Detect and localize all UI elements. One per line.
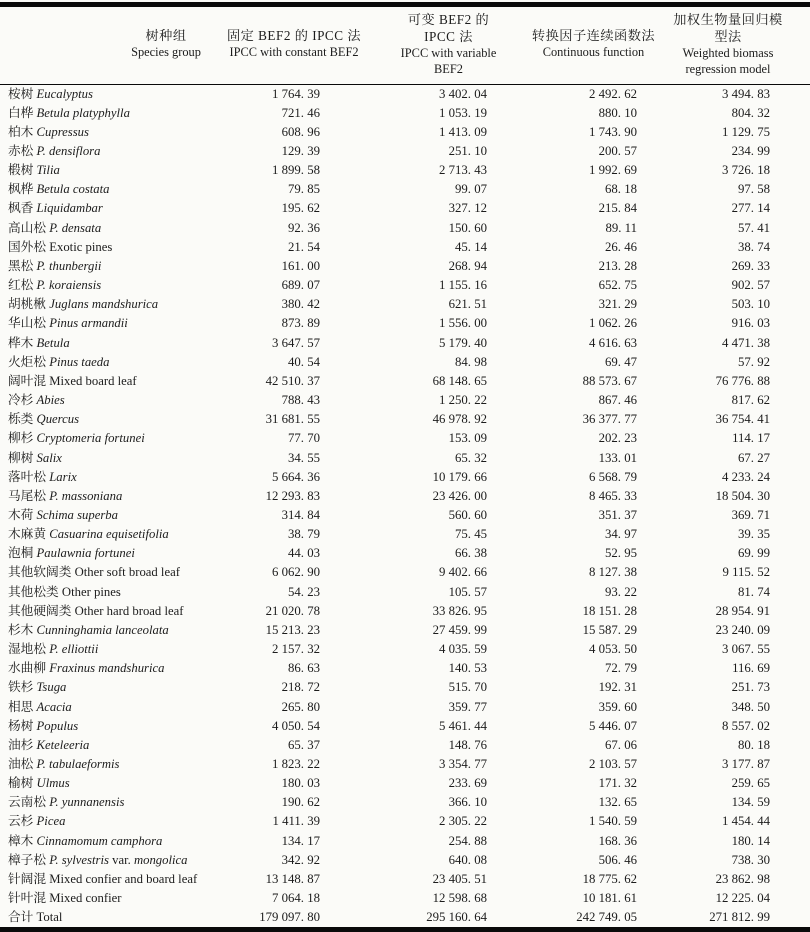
value-cell: 133. 01 xyxy=(598,450,637,465)
table-row xyxy=(0,678,810,697)
value-cell: 873. 89 xyxy=(281,316,320,331)
value-cell: 503. 10 xyxy=(731,297,770,312)
table-row xyxy=(0,468,810,487)
value-cell: 45. 14 xyxy=(455,239,487,254)
value-cell: 234. 99 xyxy=(731,144,770,158)
value-cell: 72. 79 xyxy=(605,661,637,676)
value-cell: 21 020. 78 xyxy=(265,603,320,618)
value-cell: 4 035. 59 xyxy=(439,642,487,657)
value-cell: 97. 58 xyxy=(738,182,770,197)
value-cell: 1 764. 39 xyxy=(272,86,320,101)
value-cell: 3 726. 18 xyxy=(722,163,770,178)
value-cell: 233. 69 xyxy=(448,776,487,791)
table-row xyxy=(0,851,810,870)
table-row xyxy=(0,755,810,774)
column-header-continuous-function xyxy=(530,5,670,85)
header-en-label: IPCC with variable BEF2 xyxy=(400,45,497,76)
table-row xyxy=(0,276,810,295)
value-cell: 76 776. 88 xyxy=(715,373,770,388)
value-cell: 880. 10 xyxy=(598,105,637,120)
table-row xyxy=(0,142,810,161)
value-cell: 38. 74 xyxy=(738,239,770,254)
species-cell: 水曲柳 Fraxinus mandshurica xyxy=(8,661,165,676)
table-row xyxy=(0,525,810,544)
header-en-label: Continuous function xyxy=(542,45,645,60)
value-cell: 44. 03 xyxy=(288,546,320,561)
value-cell: 254. 88 xyxy=(448,833,487,848)
table-row xyxy=(0,295,810,314)
species-cell: 油杉 Keteleeria xyxy=(8,737,90,752)
table-row xyxy=(0,563,810,582)
species-cell: 柏木 Cupressus xyxy=(8,124,89,139)
value-cell: 3 067. 55 xyxy=(722,642,770,657)
species-cell: 其他硬阔类 Other hard broad leaf xyxy=(8,603,184,618)
value-cell: 68 148. 65 xyxy=(432,373,487,388)
value-cell: 179 097. 80 xyxy=(259,910,320,925)
table-row xyxy=(0,774,810,793)
value-cell: 38. 79 xyxy=(288,527,320,542)
value-cell: 916. 03 xyxy=(731,316,770,331)
table-row xyxy=(0,314,810,333)
value-cell: 295 160. 64 xyxy=(426,910,487,925)
table-row xyxy=(0,812,810,831)
value-cell: 1 743. 90 xyxy=(589,124,637,139)
value-cell: 1 250. 22 xyxy=(439,393,487,408)
value-cell: 9 402. 66 xyxy=(439,565,487,580)
value-cell: 3 494. 83 xyxy=(722,86,770,101)
species-cell: 高山松 P. densata xyxy=(8,220,102,235)
value-cell: 5 664. 36 xyxy=(272,469,320,484)
species-cell: 白桦 Betula platyphylla xyxy=(8,105,130,120)
value-cell: 67. 06 xyxy=(605,737,637,752)
species-cell: 泡桐 Paulawnia fortunei xyxy=(8,546,135,561)
species-cell: 马尾松 P. massoniana xyxy=(8,488,123,503)
value-cell: 153. 09 xyxy=(448,431,487,446)
value-cell: 93. 22 xyxy=(605,584,637,599)
value-cell: 69. 47 xyxy=(605,354,637,369)
table-row xyxy=(0,238,810,257)
table-header xyxy=(0,5,810,85)
value-cell: 689. 07 xyxy=(281,278,320,293)
value-cell: 132. 65 xyxy=(598,795,637,810)
value-cell: 54. 23 xyxy=(288,584,320,599)
value-cell: 268. 94 xyxy=(448,258,487,273)
value-cell: 105. 57 xyxy=(448,584,487,599)
value-cell: 342. 92 xyxy=(281,852,320,867)
value-cell: 8 557. 02 xyxy=(722,718,770,733)
value-cell: 608. 96 xyxy=(281,124,320,139)
species-cell: 杉木 Cunninghamia lanceolata xyxy=(8,622,169,637)
value-cell: 1 823. 22 xyxy=(272,757,320,771)
value-cell: 5 179. 40 xyxy=(439,335,487,350)
value-cell: 84. 98 xyxy=(455,354,487,369)
table-row xyxy=(0,449,810,468)
value-cell: 52. 95 xyxy=(605,546,637,561)
value-cell: 3 354. 77 xyxy=(439,757,487,771)
value-cell: 269. 33 xyxy=(731,258,770,273)
value-cell: 251. 73 xyxy=(731,680,770,695)
value-cell: 161. 00 xyxy=(281,258,320,273)
species-cell: 相思 Acacia xyxy=(8,699,72,714)
value-cell: 42 510. 37 xyxy=(265,373,320,388)
species-cell: 油松 P. tabulaeformis xyxy=(8,757,120,771)
value-cell: 265. 80 xyxy=(281,699,320,714)
value-cell: 1 053. 19 xyxy=(439,105,487,120)
value-cell: 242 749. 05 xyxy=(576,910,637,925)
value-cell: 321. 29 xyxy=(598,297,637,312)
species-cell: 枫桦 Betula costata xyxy=(8,182,110,197)
value-cell: 23 405. 51 xyxy=(432,871,487,886)
value-cell: 348. 50 xyxy=(731,699,770,714)
species-cell: 铁杉 Tsuga xyxy=(8,680,67,695)
value-cell: 251. 10 xyxy=(448,144,487,158)
table-row xyxy=(0,257,810,276)
value-cell: 10 181. 61 xyxy=(582,891,637,906)
value-cell: 195. 62 xyxy=(281,201,320,216)
value-cell: 69. 99 xyxy=(738,546,770,561)
table-row xyxy=(0,180,810,199)
table-row xyxy=(0,429,810,448)
value-cell: 79. 85 xyxy=(288,182,320,197)
species-cell: 火炬松 Pinus taeda xyxy=(8,354,110,369)
value-cell: 26. 46 xyxy=(605,239,637,254)
header-en-label: Species group xyxy=(131,45,201,60)
value-cell: 39. 35 xyxy=(738,527,770,542)
value-cell: 86. 63 xyxy=(288,661,320,676)
value-cell: 215. 84 xyxy=(598,201,637,216)
species-cell: 木荷 Schima superba xyxy=(8,507,118,522)
value-cell: 2 103. 57 xyxy=(589,757,637,771)
species-cell: 椴树 Tilia xyxy=(8,163,60,178)
species-cell: 云杉 Picea xyxy=(8,814,66,829)
value-cell: 12 225. 04 xyxy=(715,891,770,906)
table-row xyxy=(0,104,810,123)
value-cell: 359. 77 xyxy=(448,699,487,714)
column-header-ipcc-constant-bef2 xyxy=(215,5,390,85)
value-cell: 200. 57 xyxy=(598,144,637,158)
header-row xyxy=(0,5,810,85)
value-cell: 36 754. 41 xyxy=(715,412,770,427)
value-cell: 314. 84 xyxy=(281,507,320,522)
value-cell: 738. 30 xyxy=(731,852,770,867)
value-cell: 4 616. 63 xyxy=(589,335,637,350)
header-cn-label: 加权生物量回归模型法 xyxy=(673,12,783,44)
value-cell: 33 826. 95 xyxy=(432,603,487,618)
value-cell: 23 862. 98 xyxy=(715,871,770,886)
value-cell: 8 465. 33 xyxy=(589,488,637,503)
value-cell: 46 978. 92 xyxy=(432,412,487,427)
table-row xyxy=(0,199,810,218)
value-cell: 788. 43 xyxy=(281,393,320,408)
table-row xyxy=(0,410,810,429)
table-row xyxy=(0,123,810,142)
table-row xyxy=(0,219,810,238)
value-cell: 114. 17 xyxy=(732,431,770,446)
value-cell: 10 179. 66 xyxy=(432,469,487,484)
value-cell: 21. 54 xyxy=(288,239,320,254)
value-cell: 192. 31 xyxy=(598,680,637,695)
value-cell: 366. 10 xyxy=(448,795,487,810)
value-cell: 68. 18 xyxy=(605,182,637,197)
value-cell: 140. 53 xyxy=(448,661,487,676)
value-cell: 99. 07 xyxy=(455,182,487,197)
value-cell: 640. 08 xyxy=(448,852,487,867)
header-cn-label: 可变 BEF2 的 IPCC 法 xyxy=(407,12,490,44)
species-cell: 赤松 P. densiflora xyxy=(8,144,101,158)
value-cell: 15 587. 29 xyxy=(582,622,637,637)
table-row xyxy=(0,334,810,353)
table-row xyxy=(0,391,810,410)
table-row xyxy=(0,889,810,908)
value-cell: 804. 32 xyxy=(731,105,770,120)
table-row xyxy=(0,870,810,889)
species-cell: 榆树 Ulmus xyxy=(8,776,70,791)
value-cell: 180. 14 xyxy=(731,833,770,848)
species-cell: 其他软阔类 Other soft broad leaf xyxy=(8,565,180,580)
table-row xyxy=(0,659,810,678)
value-cell: 369. 71 xyxy=(731,507,770,522)
value-cell: 1 556. 00 xyxy=(439,316,487,331)
table-body xyxy=(0,84,810,930)
species-cell: 针阔混 Mixed confier and board leaf xyxy=(8,871,198,886)
species-cell: 黑松 P. thunbergii xyxy=(8,258,102,273)
table-row xyxy=(0,640,810,659)
value-cell: 18 151. 28 xyxy=(582,603,637,618)
value-cell: 4 053. 50 xyxy=(589,642,637,657)
value-cell: 867. 46 xyxy=(598,393,637,408)
table-row xyxy=(0,487,810,506)
value-cell: 1 454. 44 xyxy=(722,814,770,829)
header-cn-label: 固定 BEF2 的 IPCC 法 xyxy=(226,28,362,44)
value-cell: 57. 41 xyxy=(738,220,770,235)
species-cell: 栎类 Quercus xyxy=(8,412,80,427)
value-cell: 81. 74 xyxy=(738,584,770,599)
value-cell: 213. 28 xyxy=(598,258,637,273)
table-row xyxy=(0,506,810,525)
value-cell: 202. 23 xyxy=(598,431,637,446)
value-cell: 65. 32 xyxy=(455,450,487,465)
species-cell: 柳杉 Cryptomeria fortunei xyxy=(8,431,145,446)
table-row xyxy=(0,602,810,621)
value-cell: 721. 46 xyxy=(281,105,320,120)
table-row xyxy=(0,583,810,602)
table-row xyxy=(0,544,810,563)
value-cell: 218. 72 xyxy=(281,680,320,695)
species-cell: 国外松 Exotic pines xyxy=(8,239,113,254)
paper-table-page xyxy=(0,2,810,925)
table-row xyxy=(0,84,810,104)
value-cell: 2 305. 22 xyxy=(439,814,487,829)
value-cell: 2 492. 62 xyxy=(589,86,637,101)
value-cell: 168. 36 xyxy=(598,833,637,848)
value-cell: 4 050. 54 xyxy=(272,718,320,733)
column-header-weighted-regression xyxy=(670,5,810,85)
value-cell: 9 115. 52 xyxy=(722,565,770,580)
value-cell: 18 504. 30 xyxy=(715,488,770,503)
value-cell: 34. 97 xyxy=(605,527,637,542)
value-cell: 18 775. 62 xyxy=(582,871,637,886)
header-cn-label: 树种组 xyxy=(145,28,187,44)
value-cell: 621. 51 xyxy=(448,297,487,312)
table-row xyxy=(0,698,810,717)
value-cell: 560. 60 xyxy=(448,507,487,522)
species-cell: 桦木 Betula xyxy=(8,335,70,350)
value-cell: 7 064. 18 xyxy=(272,891,320,906)
value-cell: 902. 57 xyxy=(731,278,770,293)
value-cell: 116. 69 xyxy=(732,661,770,676)
value-cell: 77. 70 xyxy=(288,431,320,446)
value-cell: 359. 60 xyxy=(598,699,637,714)
value-cell: 4 471. 38 xyxy=(722,335,770,350)
species-cell: 桉树 Eucalyptus xyxy=(8,86,93,101)
species-cell: 合计 Total xyxy=(8,910,63,925)
value-cell: 134. 17 xyxy=(281,833,320,848)
species-cell: 云南松 P. yunnanensis xyxy=(8,795,125,810)
column-header-ipcc-variable-bef2 xyxy=(390,5,530,85)
species-cell: 杨树 Populus xyxy=(8,718,79,733)
value-cell: 180. 03 xyxy=(281,776,320,791)
value-cell: 351. 37 xyxy=(598,507,637,522)
value-cell: 271 812. 99 xyxy=(709,910,770,925)
value-cell: 67. 27 xyxy=(738,450,770,465)
value-cell: 12 293. 83 xyxy=(265,488,320,503)
value-cell: 327. 12 xyxy=(448,201,487,216)
header-en-label: Weighted biomass regression model xyxy=(682,45,774,76)
value-cell: 88 573. 67 xyxy=(582,373,637,388)
value-cell: 57. 92 xyxy=(738,354,770,369)
value-cell: 31 681. 55 xyxy=(265,412,320,427)
table-row xyxy=(0,736,810,755)
value-cell: 6 062. 90 xyxy=(272,565,320,580)
species-cell: 樟子松 P. sylvestris var. mongolica xyxy=(8,852,188,867)
species-cell: 落叶松 Larix xyxy=(8,469,77,484)
value-cell: 1 411. 39 xyxy=(272,814,320,829)
value-cell: 380. 42 xyxy=(281,297,320,312)
species-cell: 针叶混 Mixed confier xyxy=(8,891,122,906)
species-cell: 湿地松 P. elliottii xyxy=(8,642,99,657)
value-cell: 1 540. 59 xyxy=(589,814,637,829)
species-cell: 木麻黄 Casuarina equisetifolia xyxy=(8,527,169,542)
value-cell: 2 713. 43 xyxy=(439,163,487,178)
table-row xyxy=(0,353,810,372)
value-cell: 5 446. 07 xyxy=(589,718,637,733)
value-cell: 4 233. 24 xyxy=(722,469,770,484)
table-row xyxy=(0,161,810,180)
value-cell: 36 377. 77 xyxy=(582,412,637,427)
value-cell: 129. 39 xyxy=(281,144,320,158)
table-row xyxy=(0,621,810,640)
table-row xyxy=(0,908,810,930)
value-cell: 3 402. 04 xyxy=(439,86,487,101)
value-cell: 817. 62 xyxy=(731,393,770,408)
value-cell: 1 899. 58 xyxy=(272,163,320,178)
value-cell: 80. 18 xyxy=(738,737,770,752)
value-cell: 190. 62 xyxy=(281,795,320,810)
value-cell: 6 568. 79 xyxy=(589,469,637,484)
species-cell: 阔叶混 Mixed board leaf xyxy=(8,373,137,388)
value-cell: 66. 38 xyxy=(455,546,487,561)
value-cell: 15 213. 23 xyxy=(265,622,320,637)
biomass-comparison-table xyxy=(0,2,810,932)
value-cell: 34. 55 xyxy=(288,450,320,465)
column-header-species-group xyxy=(0,5,215,85)
value-cell: 3 647. 57 xyxy=(272,335,320,350)
value-cell: 148. 76 xyxy=(448,737,487,752)
value-cell: 134. 59 xyxy=(731,795,770,810)
table-row xyxy=(0,832,810,851)
value-cell: 5 461. 44 xyxy=(439,718,487,733)
value-cell: 506. 46 xyxy=(598,852,637,867)
value-cell: 1 992. 69 xyxy=(589,163,637,178)
species-cell: 其他松类 Other pines xyxy=(8,584,121,599)
header-en-label: IPCC with constant BEF2 xyxy=(229,45,359,60)
value-cell: 150. 60 xyxy=(448,220,487,235)
table-row xyxy=(0,372,810,391)
value-cell: 1 062. 26 xyxy=(589,316,637,331)
table-row xyxy=(0,793,810,812)
table-row xyxy=(0,717,810,736)
value-cell: 28 954. 91 xyxy=(715,603,770,618)
species-cell: 华山松 Pinus armandii xyxy=(8,316,128,331)
species-cell: 冷杉 Abies xyxy=(8,393,65,408)
value-cell: 1 155. 16 xyxy=(439,278,487,293)
species-cell: 红松 P. koraiensis xyxy=(8,278,102,293)
value-cell: 65. 37 xyxy=(288,737,320,752)
value-cell: 652. 75 xyxy=(598,278,637,293)
value-cell: 40. 54 xyxy=(288,354,320,369)
value-cell: 13 148. 87 xyxy=(265,871,320,886)
value-cell: 3 177. 87 xyxy=(722,757,770,771)
value-cell: 259. 65 xyxy=(731,776,770,791)
value-cell: 23 240. 09 xyxy=(715,622,770,637)
species-cell: 胡桃楸 Juglans mandshurica xyxy=(8,297,159,312)
species-cell: 枫香 Liquidambar xyxy=(8,201,103,216)
value-cell: 23 426. 00 xyxy=(432,488,487,503)
value-cell: 92. 36 xyxy=(288,220,320,235)
value-cell: 1 129. 75 xyxy=(722,124,770,139)
value-cell: 515. 70 xyxy=(448,680,487,695)
value-cell: 1 413. 09 xyxy=(439,124,487,139)
value-cell: 27 459. 99 xyxy=(432,622,487,637)
value-cell: 171. 32 xyxy=(598,776,637,791)
species-cell: 柳树 Salix xyxy=(8,450,62,465)
value-cell: 75. 45 xyxy=(455,527,487,542)
species-cell: 樟木 Cinnamomum camphora xyxy=(8,833,163,848)
value-cell: 2 157. 32 xyxy=(272,642,320,657)
value-cell: 12 598. 68 xyxy=(432,891,487,906)
value-cell: 277. 14 xyxy=(731,201,770,216)
header-cn-label: 转换因子连续函数法 xyxy=(531,28,656,44)
value-cell: 89. 11 xyxy=(605,220,637,235)
value-cell: 8 127. 38 xyxy=(589,565,637,580)
